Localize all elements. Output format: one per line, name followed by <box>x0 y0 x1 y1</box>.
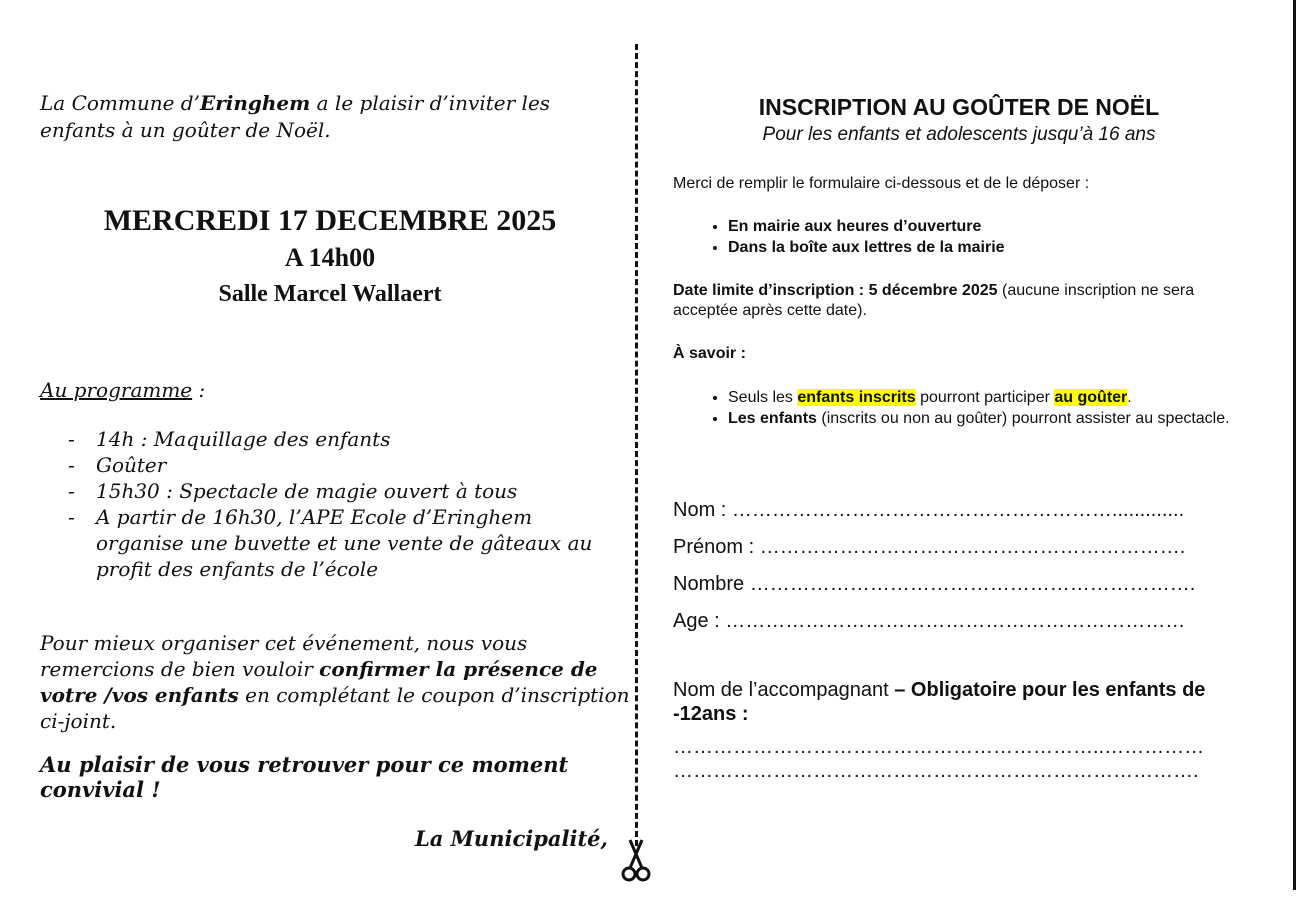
companion-required: – Obligatoire pour les enfants de -12ans : <box>673 679 1206 725</box>
know-title: À savoir : <box>673 345 746 362</box>
nom-field[interactable]: Nom : …………………………………………………............. <box>673 499 1185 521</box>
companion-label <box>673 678 1248 726</box>
companion-line-1[interactable]: ………………………………………………………..…………… <box>673 736 1205 758</box>
drop-point: • En mairie aux heures d’ouverture <box>728 216 1243 237</box>
intro-text <box>40 90 610 144</box>
highlight-enfants-inscrits: enfants inscrits <box>797 389 916 406</box>
para-bold: confirmer la présence de votre /vos enfants <box>40 657 598 707</box>
know1-c: . <box>1127 389 1132 406</box>
companion-line-2[interactable]: ……………………………………………………………………. <box>673 760 1199 782</box>
know1-a: Seuls les <box>728 389 798 406</box>
prenom-field[interactable]: Prénom : ………………………………………………………. <box>673 536 1186 558</box>
instructions-text: Merci de remplir le formulaire ci-dessous et de le déposer : <box>673 175 1090 192</box>
event-date: MERCREDI 17 DECEMBRE 2025 <box>103 204 557 237</box>
page-edge <box>1293 0 1296 890</box>
program-colon: : <box>192 378 206 402</box>
nombre-field[interactable]: Nombre …………………………………………………………. <box>673 573 1196 595</box>
deadline-rest: (aucune inscription ne sera acceptée après cette date). <box>673 282 1195 319</box>
program-item: - Goûter <box>40 452 610 478</box>
drop-points-list <box>673 216 1243 258</box>
event-time: A 14h00 <box>284 243 376 272</box>
scissors-icon <box>621 838 651 882</box>
para-suffix: en complétant le coupon d’inscription ci-joint. <box>40 683 630 733</box>
program-title: Au programme <box>40 378 193 402</box>
program-item: - 14h : Maquillage des enfants <box>40 426 610 452</box>
know2-bold: Les enfants <box>728 410 817 427</box>
highlight-au-gouter: au goûter <box>1054 389 1128 406</box>
para-prefix: Pour mieux organiser cet événement, nous vous remercions de bien vouloir <box>40 631 528 681</box>
program-list <box>40 426 610 582</box>
companion-label-text: Nom de l’accompagnant <box>673 679 895 701</box>
deadline-bold: Date limite d’inscription : 5 décembre 2025 <box>673 282 998 299</box>
know-item <box>728 408 1243 429</box>
know2-rest: (inscrits ou non au goûter) pourront assister au spectacle. <box>816 410 1230 427</box>
event-date-block <box>40 202 620 312</box>
confirmation-paragraph <box>40 630 630 734</box>
event-venue: Salle Marcel Wallaert <box>218 281 442 307</box>
closing-line: Au plaisir de vous retrouver pour ce moment convivial ! <box>40 752 569 802</box>
program-heading <box>40 378 205 402</box>
cut-line <box>635 44 638 846</box>
know1-b: pourront participer <box>915 389 1055 406</box>
intro-prefix: La Commune d’ <box>40 91 200 115</box>
program-item: - 15h30 : Spectacle de magie ouvert à tous <box>40 478 610 504</box>
coupon-subtitle: Pour les enfants et adolescents jusqu’à 16 ans <box>762 124 1156 145</box>
town-name: Eringhem <box>199 91 311 115</box>
drop-point: • Dans la boîte aux lettres de la mairie <box>728 237 1243 258</box>
deadline-text <box>673 281 1243 321</box>
intro-suffix: a le plaisir d’inviter les enfants à un goûter de Noël. <box>40 91 551 142</box>
signature: La Municipalité, <box>415 826 608 851</box>
age-field[interactable]: Age : …………………………………………………………… <box>673 610 1186 632</box>
know-list <box>673 387 1243 429</box>
program-item: - A partir de 16h30, l’APE Ecole d’Eringhem organise une buvette et une vente de gâteaux au profit des enfants de l’école <box>40 504 610 582</box>
know-item <box>728 387 1243 408</box>
coupon-title: INSCRIPTION AU GOÛTER DE NOËL <box>758 94 1160 120</box>
